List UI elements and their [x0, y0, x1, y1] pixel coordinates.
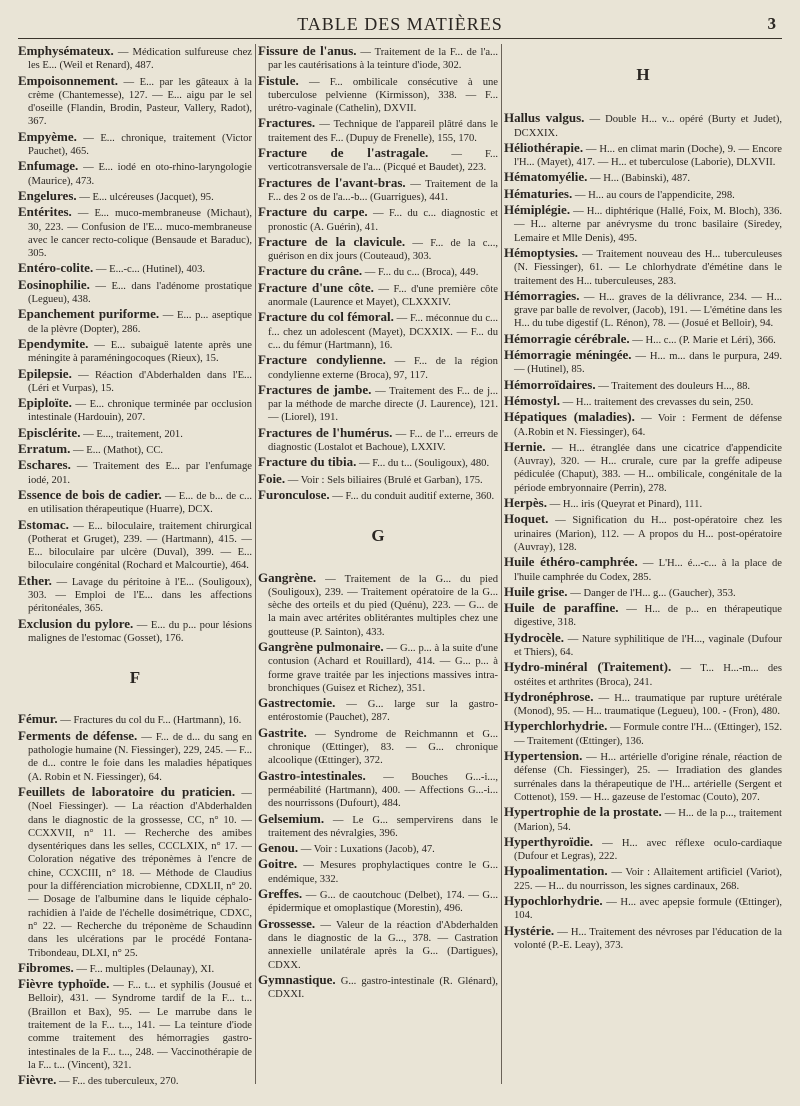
entry-text: — F... méconnue du c... f... chez un adolescent (Mayet), DCXXIX. — F... du c... du fémur (Hartmann), 16.	[268, 313, 498, 351]
index-entry	[18, 1073, 252, 1088]
entry-headword: Héliothérapie.	[504, 139, 584, 155]
entry-headword: Fièvre typhoïde.	[18, 976, 110, 992]
index-entry	[504, 555, 782, 584]
index-entry	[18, 367, 252, 396]
index-entry	[504, 585, 782, 600]
entry-headword: Erratum.	[18, 441, 71, 457]
index-entry	[504, 246, 782, 288]
entry-text: — T... H...-m... des ostéites et arthrites (Broca), 241.	[514, 663, 782, 688]
index-column-3	[504, 44, 782, 1094]
entry-text: — Valeur de la réaction d'Abderhalden dans le diagnostic de la G..., 378. — Castration annexielle unilatérale après la G... (Dartigues), CDXX.	[268, 919, 498, 971]
entry-headword: Hématuries.	[504, 185, 573, 201]
index-entry	[504, 894, 782, 923]
column-divider	[501, 44, 502, 1084]
index-entry	[18, 712, 252, 727]
entry-headword: Fractures de l'avant-bras.	[258, 174, 406, 190]
entry-headword: Greffes.	[258, 886, 303, 902]
entry-headword: Fracture du carpe.	[258, 204, 368, 220]
entry-text: — H... iris (Queyrat et Pinard), 111.	[546, 499, 703, 511]
entry-headword: Fièvre.	[18, 1072, 57, 1088]
index-entry	[258, 205, 498, 234]
entry-text: — Traitement des F... de j... par la méthode de marche directe (J. Laurence), 121. — (Liorel), 191.	[268, 385, 498, 424]
entry-text: — F... t... et syphilis (Jousué et Belloir), 431. — Syndrome tardif de la F... t... (Braillon et Bax), 95. — Le marrube dans le traitement de la F... t..., 141. — La teinture d'iode comme traitement des hémorragies gastro-intestinales de la F... t..., 248. — Vaccinothérapie de la F... t... (Vincent), 321.	[28, 980, 252, 1071]
index-entry	[504, 864, 782, 893]
index-entry	[504, 601, 782, 630]
entry-headword: Eosinophilie.	[18, 276, 90, 292]
entry-text: — F... du t... (Souligoux), 480.	[356, 458, 490, 470]
entry-text: — Double H... v... opéré (Burty et Judet), DCXXIX.	[514, 114, 782, 139]
entry-headword: Ferments de défense.	[18, 727, 138, 743]
entry-headword: Hématomyélie.	[504, 169, 588, 185]
index-entry	[504, 141, 782, 170]
index-entry	[258, 383, 498, 425]
entry-headword: Gymnastique.	[258, 971, 336, 987]
index-entry	[258, 917, 498, 972]
entry-text: — E... du p... pour lésions malignes de l'estomac (Gosset), 176.	[28, 619, 252, 644]
entry-headword: Fracture de l'astragale.	[258, 145, 429, 161]
entry-headword: Hémorragie méningée.	[504, 347, 632, 363]
entry-text: — F... d'une première côte anormale (Laurence et Mayet), CLXXXIV.	[268, 283, 498, 309]
entry-text: — F... du conduit auditif externe, 360.	[329, 490, 495, 502]
entry-text: — Voir : Sels biliaires (Brulé et Garban), 175.	[285, 474, 483, 486]
index-entry	[258, 640, 498, 695]
entry-text: — E... muco-membraneuse (Michaut), 30, 223. — Confusion de l'E... muco-membraneuse avec le cancer recto-colique (Bensaude et Baraduc), 305.	[28, 208, 252, 260]
index-entry	[258, 812, 498, 841]
entry-headword: Gangrène pulmonaire.	[258, 638, 384, 654]
entry-headword: Hydronéphrose.	[504, 688, 594, 704]
index-entry	[258, 176, 498, 205]
index-entry	[18, 488, 252, 517]
index-entry	[258, 426, 498, 455]
entry-headword: Hyperthyroïdie.	[504, 833, 593, 849]
entry-headword: Hystérie.	[504, 922, 555, 938]
entry-text: — Traitement nouveau des H... tuberculeuses (N. Fiessinger), 61. — Le chlorhydrate d'émétine dans le traitement des H... tuberculeuses, 283.	[514, 248, 782, 287]
page-title: TABLE DES MATIÈRES	[297, 14, 503, 34]
entry-headword: Hydro-minéral (Traitement).	[504, 659, 672, 675]
index-entry	[18, 426, 252, 441]
entry-headword: Fracture condylienne.	[258, 352, 386, 368]
entry-text: — H... m... dans le purpura, 249. — (Hutinel), 85.	[514, 351, 782, 376]
entry-text: — H... (Babinski), 487.	[587, 173, 691, 185]
entry-headword: Fractures de jambe.	[258, 381, 372, 397]
index-entry	[18, 961, 252, 976]
index-column-1	[18, 44, 252, 1094]
index-entry	[504, 496, 782, 511]
index-entry	[18, 442, 252, 457]
index-entry	[504, 749, 782, 804]
index-entry	[18, 337, 252, 366]
index-entry	[258, 973, 498, 1002]
entry-text: — E...-c... (Hutinel), 403.	[93, 264, 206, 276]
entry-text: — E... chronique terminée par occlusion intestinale (Hardouin), 207.	[28, 399, 252, 424]
entry-text: — H... avec apepsie formule (Œttinger), 104.	[514, 897, 782, 922]
entry-headword: Gangrène.	[258, 569, 317, 585]
entry-headword: Epiploïte.	[18, 395, 72, 411]
entry-text: — Lavage du péritoine à l'E... (Souligoux), 303. — Emploi de l'E... dans les affections péritonéales, 365.	[28, 576, 252, 615]
index-entry	[504, 835, 782, 864]
entry-headword: Furonculose.	[258, 486, 330, 502]
index-entry	[504, 410, 782, 439]
index-entry	[258, 146, 498, 175]
index-entry	[18, 574, 252, 616]
entry-text: — Danger de l'H... g... (Gaucher), 353.	[567, 587, 736, 599]
entry-text: — G... p... à la suite d'une contusion (Achard et Rouillard), 414. — G... p... à forme grave traitée par les injections massives intra-bronchiques (Guisez et Richez), 351.	[268, 642, 498, 694]
entry-headword: Grossesse.	[258, 915, 316, 931]
entry-headword: Hoquet.	[504, 511, 549, 527]
entry-headword: Epilepsie.	[18, 365, 72, 381]
index-entry	[18, 74, 252, 129]
entry-text: — Mesures prophylactiques contre le G... endémique, 332.	[268, 860, 498, 885]
entry-headword: Episclérite.	[18, 424, 81, 440]
entry-text: — Syndrome de Reichmannn et G... chronique (Œttinger), 83. — G... chronique alcoolique (Œttinger), 372.	[268, 728, 498, 767]
index-entry	[504, 719, 782, 748]
entry-headword: Hydrocèle.	[504, 629, 565, 645]
entry-text: — H... traitement des crevasses du sein, 250.	[559, 396, 754, 408]
index-entry	[504, 289, 782, 331]
entry-text: — H... avec réflexe oculo-cardiaque (Dufour et Legras), 222.	[514, 837, 782, 863]
index-entry	[258, 841, 498, 856]
index-entry	[504, 924, 782, 953]
entry-text: — H... Traitement des névroses par l'éducation de la volonté (P.-E. Leay), 373.	[514, 926, 782, 951]
entry-headword: Empoisonnement.	[18, 72, 119, 88]
entry-text: — (Noel Fiessinger). — La réaction d'Abderhalden dans le diagnostic de la grossesse, CC, n° 10. — CCXXVII, n° 11. — Recherche des amibes dysentériques dans les selles, CCCLXIX, n° 17. — Coloration négative des tréponèmes à l'encre de chine, CCXCIII, n° 18. — Méthode de Claudius pour la différenciation microbienne, CDXLII, n° 20. — Dosage de l'albumine dans le liquide céphalo-rachidien à l'aide de l'échelle dosimétrique, CDXC, n° 22. — Recherche du tréponème de Schaudinn dans les ulcérations par le procédé Fontana-Tribondeau, DLXI, n° 25.	[28, 787, 252, 959]
index-entry	[18, 278, 252, 307]
entry-headword: Fracture du col fémoral.	[258, 309, 394, 325]
entry-headword: Huile de paraffine.	[504, 600, 619, 616]
index-entry	[258, 44, 498, 73]
index-entry	[18, 307, 252, 336]
entry-text: — Fractures du col du F... (Hartmann), 16.	[57, 715, 242, 727]
entry-text: — H... diphtérique (Hallé, Foix, M. Bloch), 336. — H... alterne par anévrysme du tronc basilaire (Siredey, Lemaire et Mlle Denis), 495.	[514, 206, 782, 244]
entry-headword: Ependymite.	[18, 335, 89, 351]
entry-text: — H... étranglée dans une cicatrice d'appendicite (Auvray), 320. — H... crurale, cure par la greffe adipeuse pédiculée (Chaput), 383. — H... ombilicale, congénitale de la période embryonnaire (Perrin), 278.	[514, 442, 782, 494]
entry-text: — F... de l'... erreurs de diagnostic (Lostalot et Bachoue), LXXIV.	[268, 428, 498, 454]
entry-headword: Hypertrophie de la prostate.	[504, 804, 662, 820]
entry-text: — Voir : Ferment de défense (A.Robin et N. Fiessinger), 64.	[514, 413, 782, 438]
entry-headword: Huile éthéro-camphrée.	[504, 554, 638, 570]
entry-headword: Fractures de l'humérus.	[258, 424, 393, 440]
index-entry	[258, 472, 498, 487]
entry-headword: Fracture du crâne.	[258, 263, 363, 279]
index-entry	[504, 332, 782, 347]
entry-text: — Voir : Luxations (Jacob), 47.	[298, 844, 435, 856]
entry-text: — E..., traitement, 201.	[80, 428, 183, 440]
entry-headword: Feuillets de laboratoire du praticien.	[18, 783, 236, 799]
entry-headword: Eschares.	[18, 457, 71, 473]
index-entry	[18, 261, 252, 276]
entry-headword: Fémur.	[18, 711, 58, 727]
index-entry	[18, 785, 252, 960]
entry-headword: Goitre.	[258, 856, 298, 872]
index-entry	[258, 571, 498, 639]
index-entry	[258, 310, 498, 352]
entry-headword: Fracture d'une côte.	[258, 279, 374, 295]
entry-headword: Gastro-intestinales.	[258, 767, 366, 783]
entry-text: — F... ombilicale consécutive à une tuberculose pelvienne (Kirmisson), 338. — F... urétro-vaginale (Cathelin), DXVII.	[268, 76, 498, 115]
entry-headword: Foie.	[258, 470, 286, 486]
index-entry	[504, 378, 782, 393]
entry-headword: Hypertension.	[504, 748, 583, 764]
entry-text: — Le G... sempervirens dans le traitement des névralgies, 396.	[268, 814, 498, 839]
entry-headword: Fracture de la clavicule.	[258, 233, 406, 249]
index-entry	[504, 348, 782, 377]
index-entry	[258, 353, 498, 382]
page-header	[18, 12, 782, 39]
entry-headword: Emphysémateux.	[18, 44, 114, 58]
entry-headword: Gelsemium.	[258, 810, 325, 826]
section-letter-g: G	[371, 526, 385, 546]
entry-headword: Fistule.	[258, 72, 299, 88]
entry-text: — Traitement de la F... de l'a... par les cautérisations à la teinture d'iode, 302.	[268, 47, 498, 72]
entry-headword: Engelures.	[18, 187, 77, 203]
entry-text: — Bouches G...-i..., perméabilité (Hartmann), 400. — Affections G...-i... des nourrissons (Dufourt), 484.	[268, 771, 498, 810]
index-entry	[258, 235, 498, 264]
index-entry	[18, 518, 252, 573]
entry-headword: Fracture du tibia.	[258, 454, 357, 470]
entry-headword: Essence de bois de cadier.	[18, 486, 162, 502]
entry-headword: Hyperchlorhydrie.	[504, 718, 608, 734]
entry-text: — F... du c... diagnostic et pronostic (A. Guérin), 41.	[268, 208, 498, 233]
index-entry	[504, 203, 782, 245]
entry-headword: Estomac.	[18, 516, 69, 532]
index-entry	[18, 130, 252, 159]
index-entry	[258, 696, 498, 725]
entry-text: — H... de p... en thérapeutique digestive, 318.	[514, 604, 782, 629]
entry-text: — L'H... é...-c... à la place de l'huile camphrée du Codex, 285.	[514, 558, 782, 583]
entry-text: — Signification du H... post-opératoire chez les urinaires (Marion), 112. — A propos du H... post-opératoire (Auvray), 128.	[514, 515, 782, 553]
entry-text: — E... ulcéreuses (Jacquet), 95.	[76, 191, 214, 203]
entry-headword: Fibromes.	[18, 959, 74, 975]
entry-text: — E... par les gâteaux à la crème (Chantemesse), 127. — E... aigu par le sel d'oseille (Flandin, Brodin, Pasteur, Vallery, Radot), 367.	[28, 76, 252, 128]
entry-text: — F... verticotransversale de l'a... (Picqué et Baudet), 223.	[268, 149, 498, 174]
entry-headword: Fissure de l'anus.	[258, 44, 357, 58]
entry-headword: Fractures.	[258, 115, 316, 131]
entry-text: — E... (Mathot), CC.	[70, 445, 164, 457]
entry-headword: Exclusion du pylore.	[18, 615, 134, 631]
entry-text: — H... en climat marin (Doche), 9. — Encore l'H... (Mayet), 417. — H... et tuberculose (Laborie), DLXVII.	[514, 143, 782, 169]
entry-text: — Réaction d'Abderhalden dans l'E... (Léri et Vurpas), 15.	[28, 369, 252, 394]
index-entry	[18, 458, 252, 487]
entry-headword: Gastrectomie.	[258, 695, 336, 711]
entry-text: — E... iodé en oto-rhino-laryngologie (Maurice), 473.	[28, 162, 252, 187]
entry-text: — E... subaiguë latente après une méningite à paraméningocoques (Rieux), 15.	[28, 339, 252, 365]
index-entry	[18, 159, 252, 188]
index-entry	[18, 729, 252, 784]
column-divider	[255, 44, 256, 1084]
entry-text: — Technique de l'appareil plâtré dans le traitement des F... (Dupuy de Frenelle), 155, 170.	[268, 119, 498, 144]
index-entry	[258, 887, 498, 916]
index-entry	[504, 631, 782, 660]
index-entry	[258, 857, 498, 886]
entry-headword: Hémorragies.	[504, 287, 580, 303]
index-entry	[258, 455, 498, 470]
entry-text: — Traitement des douleurs H..., 88.	[595, 380, 751, 392]
index-entry	[18, 617, 252, 646]
entry-text: — E... dans l'adénome prostatique (Legueu), 438.	[28, 280, 252, 306]
index-entry	[504, 690, 782, 719]
entry-text: — E... de b... de c... en utilisation thérapeutique (Huarre), DCX.	[28, 490, 252, 516]
entry-text: — Traitement de la G... du pied (Souligoux), 239. — Traitement opératoire de la G... sèche des orteils et du pied (Quénu), 223. — G... de la main avec artérites oblitérantes multiples chez une goutteuse (P. Sainton), 433.	[268, 573, 498, 638]
index-entry	[258, 726, 498, 768]
entry-text: — G... large sur la gastro-entérostomie (Pauchet), 287.	[268, 699, 498, 724]
index-entry	[18, 189, 252, 204]
entry-headword: Herpès.	[504, 495, 547, 511]
index-entry	[258, 74, 498, 116]
entry-headword: Hernie.	[504, 438, 546, 454]
entry-headword: Hémostyl.	[504, 392, 560, 408]
entry-headword: Entérites.	[18, 204, 72, 220]
entry-headword: Hypoalimentation.	[504, 863, 608, 879]
entry-text: — F... du c... (Broca), 449.	[362, 267, 479, 279]
entry-headword: Empyème.	[18, 128, 77, 144]
index-entry	[18, 977, 252, 1072]
entry-headword: Hypochlorhydrie.	[504, 893, 603, 909]
entry-text: — E... p... aseptique de la plèvre (Dopter), 286.	[28, 310, 252, 335]
entry-headword: Gastrite.	[258, 724, 307, 740]
entry-headword: Ether.	[18, 572, 52, 588]
index-entry	[504, 187, 782, 202]
index-entry	[504, 660, 782, 689]
entry-text: — H... de la p..., traitement (Marion), 54.	[514, 808, 782, 833]
index-entry	[258, 116, 498, 145]
entry-headword: Epanchement puriforme.	[18, 306, 160, 322]
entry-headword: Entéro-colite.	[18, 260, 94, 276]
entry-headword: Genou.	[258, 840, 299, 856]
entry-text: — Traitement de la F... des 2 os de l'a...-b... (Guarrigues), 441.	[268, 178, 498, 203]
index-entry	[258, 281, 498, 310]
entry-headword: Enfumage.	[18, 158, 79, 174]
index-entry	[18, 44, 252, 73]
section-letter-h: H	[636, 65, 650, 84]
index-entry	[258, 264, 498, 279]
index-column-2	[258, 44, 498, 1094]
index-entry	[258, 488, 498, 503]
entry-text: — Nature syphilitique de l'H..., vaginale (Dufour et Thiers), 64.	[514, 633, 782, 658]
entry-text: — F... de la c..., guérison en dix jours (Couteaud), 303.	[268, 237, 498, 263]
entry-text: G... gastro-intestinale (R. Glénard), CDXXI.	[268, 975, 498, 1001]
index-entry	[504, 805, 782, 834]
entry-text: — Traitement des E... par l'enfumage iodé, 201.	[28, 461, 252, 486]
entry-headword: Hémorragie cérébrale.	[504, 330, 630, 346]
entry-headword: Hémorroïdaires.	[504, 376, 596, 392]
entry-text: — H... graves de la délivrance, 234. — H... grave par balle de revolver, (Jacob), 191. — L'émétine dans les H... du tube digestif (L. Rénon), 78. — (Josué et Belloir), 94.	[514, 291, 782, 330]
index-entry	[504, 394, 782, 409]
index-entry	[504, 111, 782, 140]
index-entry	[18, 205, 252, 260]
entry-headword: Hallus valgus.	[504, 110, 585, 126]
entry-headword: Huile grise.	[504, 583, 568, 599]
entry-text: — E... chronique, traitement (Victor Pauchet), 465.	[28, 132, 252, 158]
entry-text: — F... multiples (Delaunay), XI.	[73, 963, 215, 975]
entry-text: — Formule contre l'H... (Œttinger), 152. — Traitement (Œttinger), 136.	[514, 722, 782, 747]
entry-headword: Hémoptysies.	[504, 244, 579, 260]
entry-text: — H... c... (P. Marie et Léri), 366.	[629, 334, 776, 346]
page-number: 3	[767, 14, 776, 33]
index-entry	[504, 512, 782, 554]
entry-headword: Hépatiques (maladies).	[504, 409, 635, 425]
index-entry	[258, 769, 498, 811]
entry-text: — H... artérielle d'origine rénale, réaction de défense (Ch. Fiessinger), 25. — Irradiation des glandes surrénales dans la thérapeutique de l'H... artérielle (Sergent et Cottenot), 159. — H... gazeuse de l'estomac (Couto), 207.	[514, 752, 782, 803]
section-letter-f: F	[129, 668, 141, 688]
entry-text: — F... de d... du sang en pathologie humaine (N. Fiessinger), 229, 245. — F... de d... contre le foie dans les maladies hépatiques (A. Robin et N. Fiessinger), 64.	[28, 731, 252, 783]
entry-headword: Hémiplégie.	[504, 202, 571, 218]
entry-text: — Voir : Allaitement artificiel (Variot), 225. — H... du nourrisson, les signes cardinaux, 268.	[514, 867, 782, 892]
entry-text: — H... traumatique par rupture urétérale (Monod), 95. — H... traumatique (Legueu), 100. - (Fron), 480.	[514, 692, 782, 718]
index-entry	[504, 440, 782, 495]
index-entry	[504, 170, 782, 185]
entry-text: — H... au cours de l'appendicite, 298.	[572, 189, 735, 201]
index-entry	[18, 396, 252, 425]
entry-text: — G... de caoutchouc (Delbet), 174. — G... épidermique et omoplastique (Morestin), 496.	[268, 890, 498, 915]
entry-text: — F... des tuberculeux, 270.	[56, 1076, 179, 1088]
entry-text: — F... de la région condylienne externe (Broca), 97, 117.	[268, 356, 498, 381]
entry-text: — Médication sulfureuse chez les E... (Weil et Renard), 487.	[28, 47, 252, 72]
entry-text: — E... biloculaire, traitement chirurgical (Potherat et Gruget), 239. — (Hartmann), 415. — E... biloculaire par ulcère (Duval), 399. — E... biloculaire congénital (Rochard et Malcourtie), 464.	[28, 520, 252, 572]
